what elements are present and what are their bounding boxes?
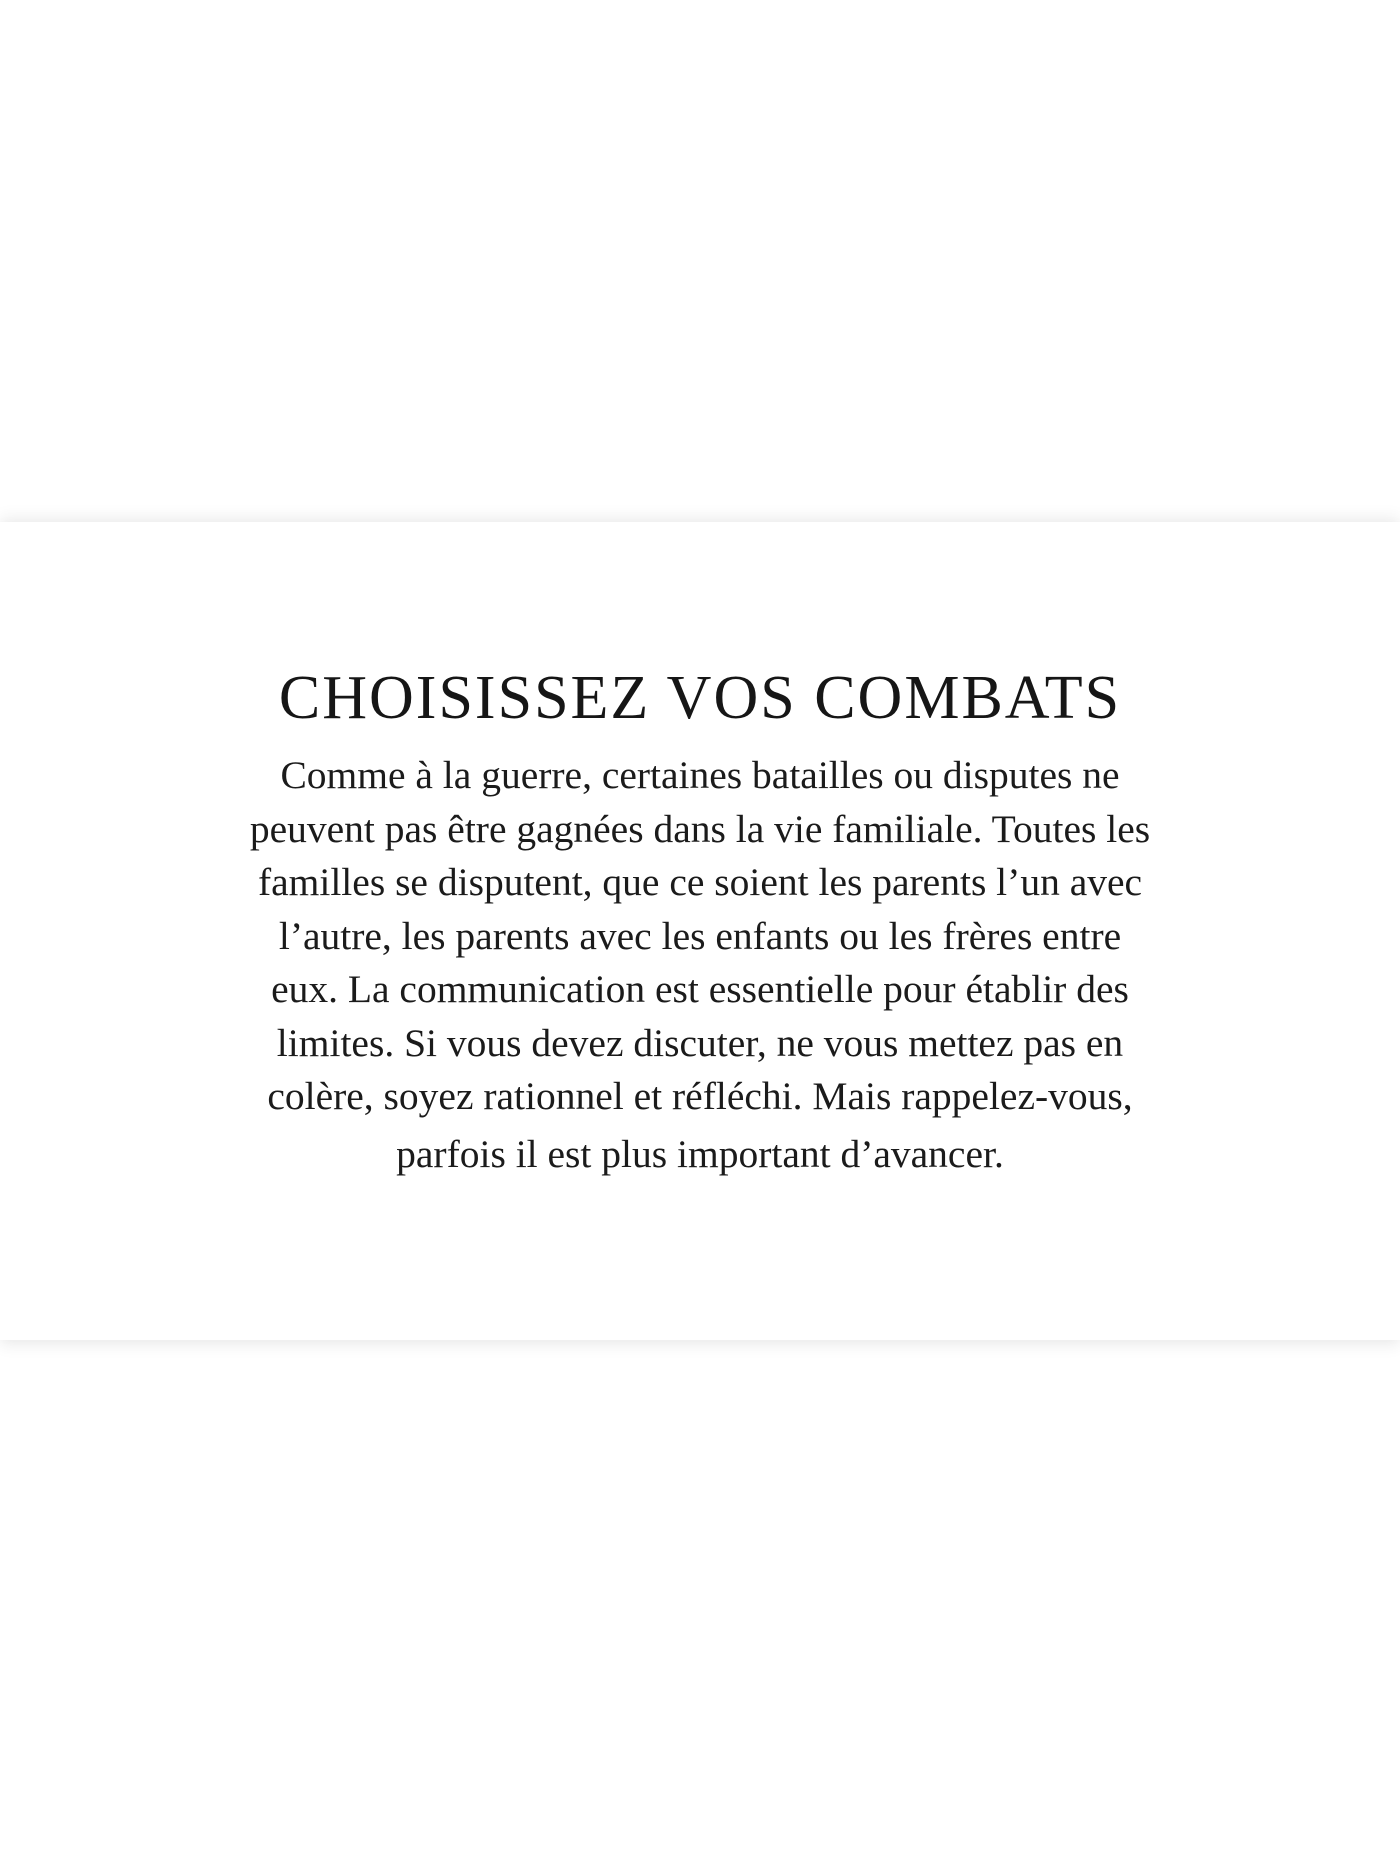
body-line: eux. La communication est essentielle pour établir des xyxy=(271,967,1129,1011)
body-line: limites. Si vous devez discuter, ne vous mettez pas en xyxy=(276,1020,1124,1065)
card-body xyxy=(195,749,1205,1181)
body-line: familles se disputent, que ce soient les parents l’un avec xyxy=(257,860,1143,904)
body-line: Comme à la guerre, certaines batailles ou disputes ne xyxy=(280,753,1120,797)
card-content xyxy=(0,664,1400,1181)
body-line: colère, soyez rationnel et réfléchi. Mais rappelez-vous, xyxy=(267,1074,1133,1118)
card-title: CHOISISSEZ VOS COMBATS xyxy=(278,664,1122,732)
body-line: l’autre, les parents avec les enfants ou les frères entre xyxy=(278,913,1122,958)
body-line: peuvent pas être gagnées dans la vie familiale. Toutes les xyxy=(249,806,1151,851)
body-line: parfois il est plus important d’avancer. xyxy=(396,1131,1004,1176)
text-card xyxy=(0,522,1400,1340)
